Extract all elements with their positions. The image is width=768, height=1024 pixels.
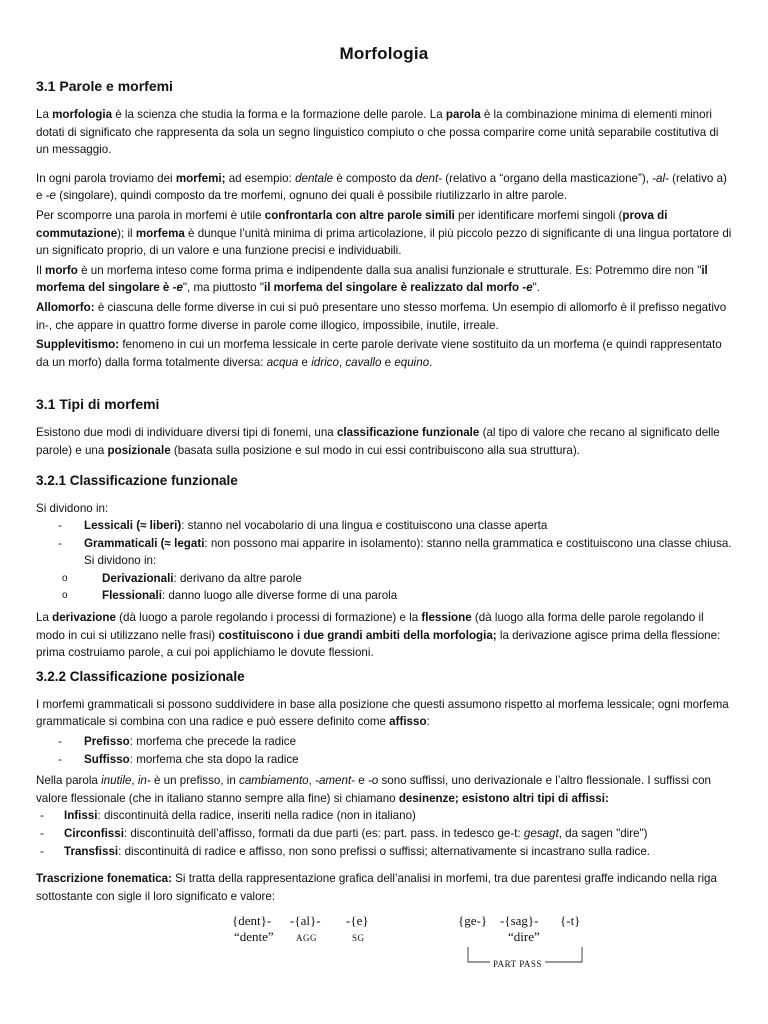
gloss-dire: “dire” [508,929,540,945]
morpheme-transcription-figure [232,911,592,981]
gloss-dente: “dente” [234,929,274,945]
list-item-flessionali: o Flessionali: danno luogo alle diverse forme di una parola [36,587,732,605]
gloss-part-pass: PART PASS [490,959,545,969]
list-item-circonfissi: - Circonfissi: discontinuità dell’affisso, formati da due parti (es: part. pass. in tedesco ge-t: gesagt, da sagen "dire") [36,825,732,843]
paragraph-si-dividono: Si dividono in: [36,501,109,515]
paragraph-morfemi-grammaticali: I morfemi grammaticali si possono suddividere in base alla posizione che questi assumono rispetto al morfema lessicale; ogni morfema grammaticale si combina con una radice e può essere definito come affisso: [36,697,729,729]
sublist-grammaticali [36,570,732,605]
paragraph-tipi: Esistono due modi di individuare diversi tipi di fonemi, una classificazione funzionale (al tipo di valore che recano al significato delle parole) e una posizionale (basata sulla posizione e sul modo in cui essi contribuiscono alla sua struttura). [36,426,720,457]
page-title: Morfologia [339,44,429,63]
paragraph-supplevitismo: Supplevitismo: fenomeno in cui un morfema lessicale in certe parole derivate viene sostituito da un morfema (e quindi rappresentato da un morfo) dalla forma totalmente diversa: acqua e idrico, cavallo e equino. [36,338,722,369]
list-item-transfissi: - Transfissi: discontinuità di radice e affisso, non sono prefissi o suffissi; alternativamente si incastrano sulla radice. [36,843,732,861]
morph-sag: -{sag}- [500,913,539,929]
paragraph-derivazione-flessione: La derivazione (dà luogo a parole regolando i processi di formazione) e la flessione (dà luogo alla forma delle parole regolando il modo in cui si utilizzano nelle frasi) costituiscono i due grandi ambiti della morfologia; la derivazione agisce prima della flessione: prima costruiamo parole, a cui poi applichiamo le dovute flessioni. [36,611,721,660]
paragraph-allomorfo: Allomorfo: è ciascuna delle forme diverse in cui si può presentare uno stesso morfema. Un esempio di allomorfo è il prefisso negativo in-, che appare in quattro forme diverse in parole come illogico, impossibile, inutile, irreale. [36,300,727,332]
list-item-suffisso: - Suffisso: morfema che sta dopo la radice [36,751,732,769]
list-altri-affissi [36,807,732,860]
section-heading-parole-e-morfemi: 3.1 Parole e morfemi [36,78,173,94]
morph-ge: {ge-} [458,913,488,929]
paragraph-morfo: Il morfo è un morfema inteso come forma prima e indipendente dalla sua analisi funzionale e strutturale. Es: Potremmo dire non "il morfema del singolare è -e", ma piuttosto "il morfema del singolare è realizzato dal morfo -e". [36,263,708,295]
morph-al: -{al}- [290,913,321,929]
list-item-prefisso: - Prefisso: morfema che precede la radice [36,733,732,751]
list-item-infissi: - Infissi: discontinuità della radice, inseriti nella radice (non in italiano) [36,807,732,825]
gloss-agg: AGG [296,933,317,944]
list-item-derivazionali: o Derivazionali: derivano da altre parole [36,570,732,588]
list-item-grammaticali: - Grammaticali (≈ legati: non possono mai apparire in isolamento): stanno nella grammatica e costituiscono una classe chiusa. Si dividono in: o Derivazionali: derivano da altre parole o Flessionali: danno luogo alle diverse forme di una parola [36,535,732,605]
section-heading-classificazione-posizionale: 3.2.2 Classificazione posizionale [36,668,245,684]
section-heading-classificazione-funzionale: 3.2.1 Classificazione funzionale [36,472,238,488]
paragraph-inutile: Nella parola inutile, in- è un prefisso, in cambiamento, -ament- e -o sono suffissi, uno derivazionale e l’altro flessionale. I suffissi con valore flessionale (che in italiano stanno sempre alla fine) si chiamano desinenze; esistono altri tipi di affissi: [36,774,711,805]
list-affissi [36,733,732,768]
paragraph-scomporre: Per scomporre una parola in morfemi è utile confrontarla con altre parole simili per identificare morfemi singoli (prova di commutazione); il morfema è dunque l’unità minima di prima articolazione, il più piccolo pezzo di significante di una lingua portatore di un significato proprio, di un valore e una funzione precisi e individuabili. [36,208,732,258]
paragraph-morfologia: La morfologia è la scienza che studia la forma e la formazione delle parole. La parola è la combinazione minima di elementi minori dotati di significato che rappresenta da sola un segno linguistico compiuto o che possa comparire come unità separabile costitutiva di un messaggio. [36,108,719,157]
morph-dent: {dent}- [232,913,272,929]
gloss-sg: SG [352,933,365,944]
list-tipi-funzionali [36,517,732,605]
paragraph-morfemi: In ogni parola troviamo dei morfemi; ad esempio: dentale è composto da dent- (relativo a “organo della masticazione”), -al- (relativo a) e -e (singolare), quindi composto da tre morfemi, ognuno dei quali è possibile riutilizzarlo in altre parole. [36,171,727,203]
morph-e: -{e} [346,913,369,929]
circumfix-bracket [232,911,592,981]
section-heading-tipi-di-morfemi: 3.1 Tipi di morfemi [36,396,160,413]
list-item-lessicali: - Lessicali (≈ liberi): stanno nel vocabolario di una lingua e costituiscono una classe aperta [36,517,732,535]
paragraph-trascrizione: Trascrizione fonematica: Si tratta della rappresentazione grafica dell’analisi in morfemi, tra due parentesi graffe indicando nella riga sottostante con sigle il loro significato e valore: [36,872,717,903]
morph-t: {-t} [560,913,581,929]
